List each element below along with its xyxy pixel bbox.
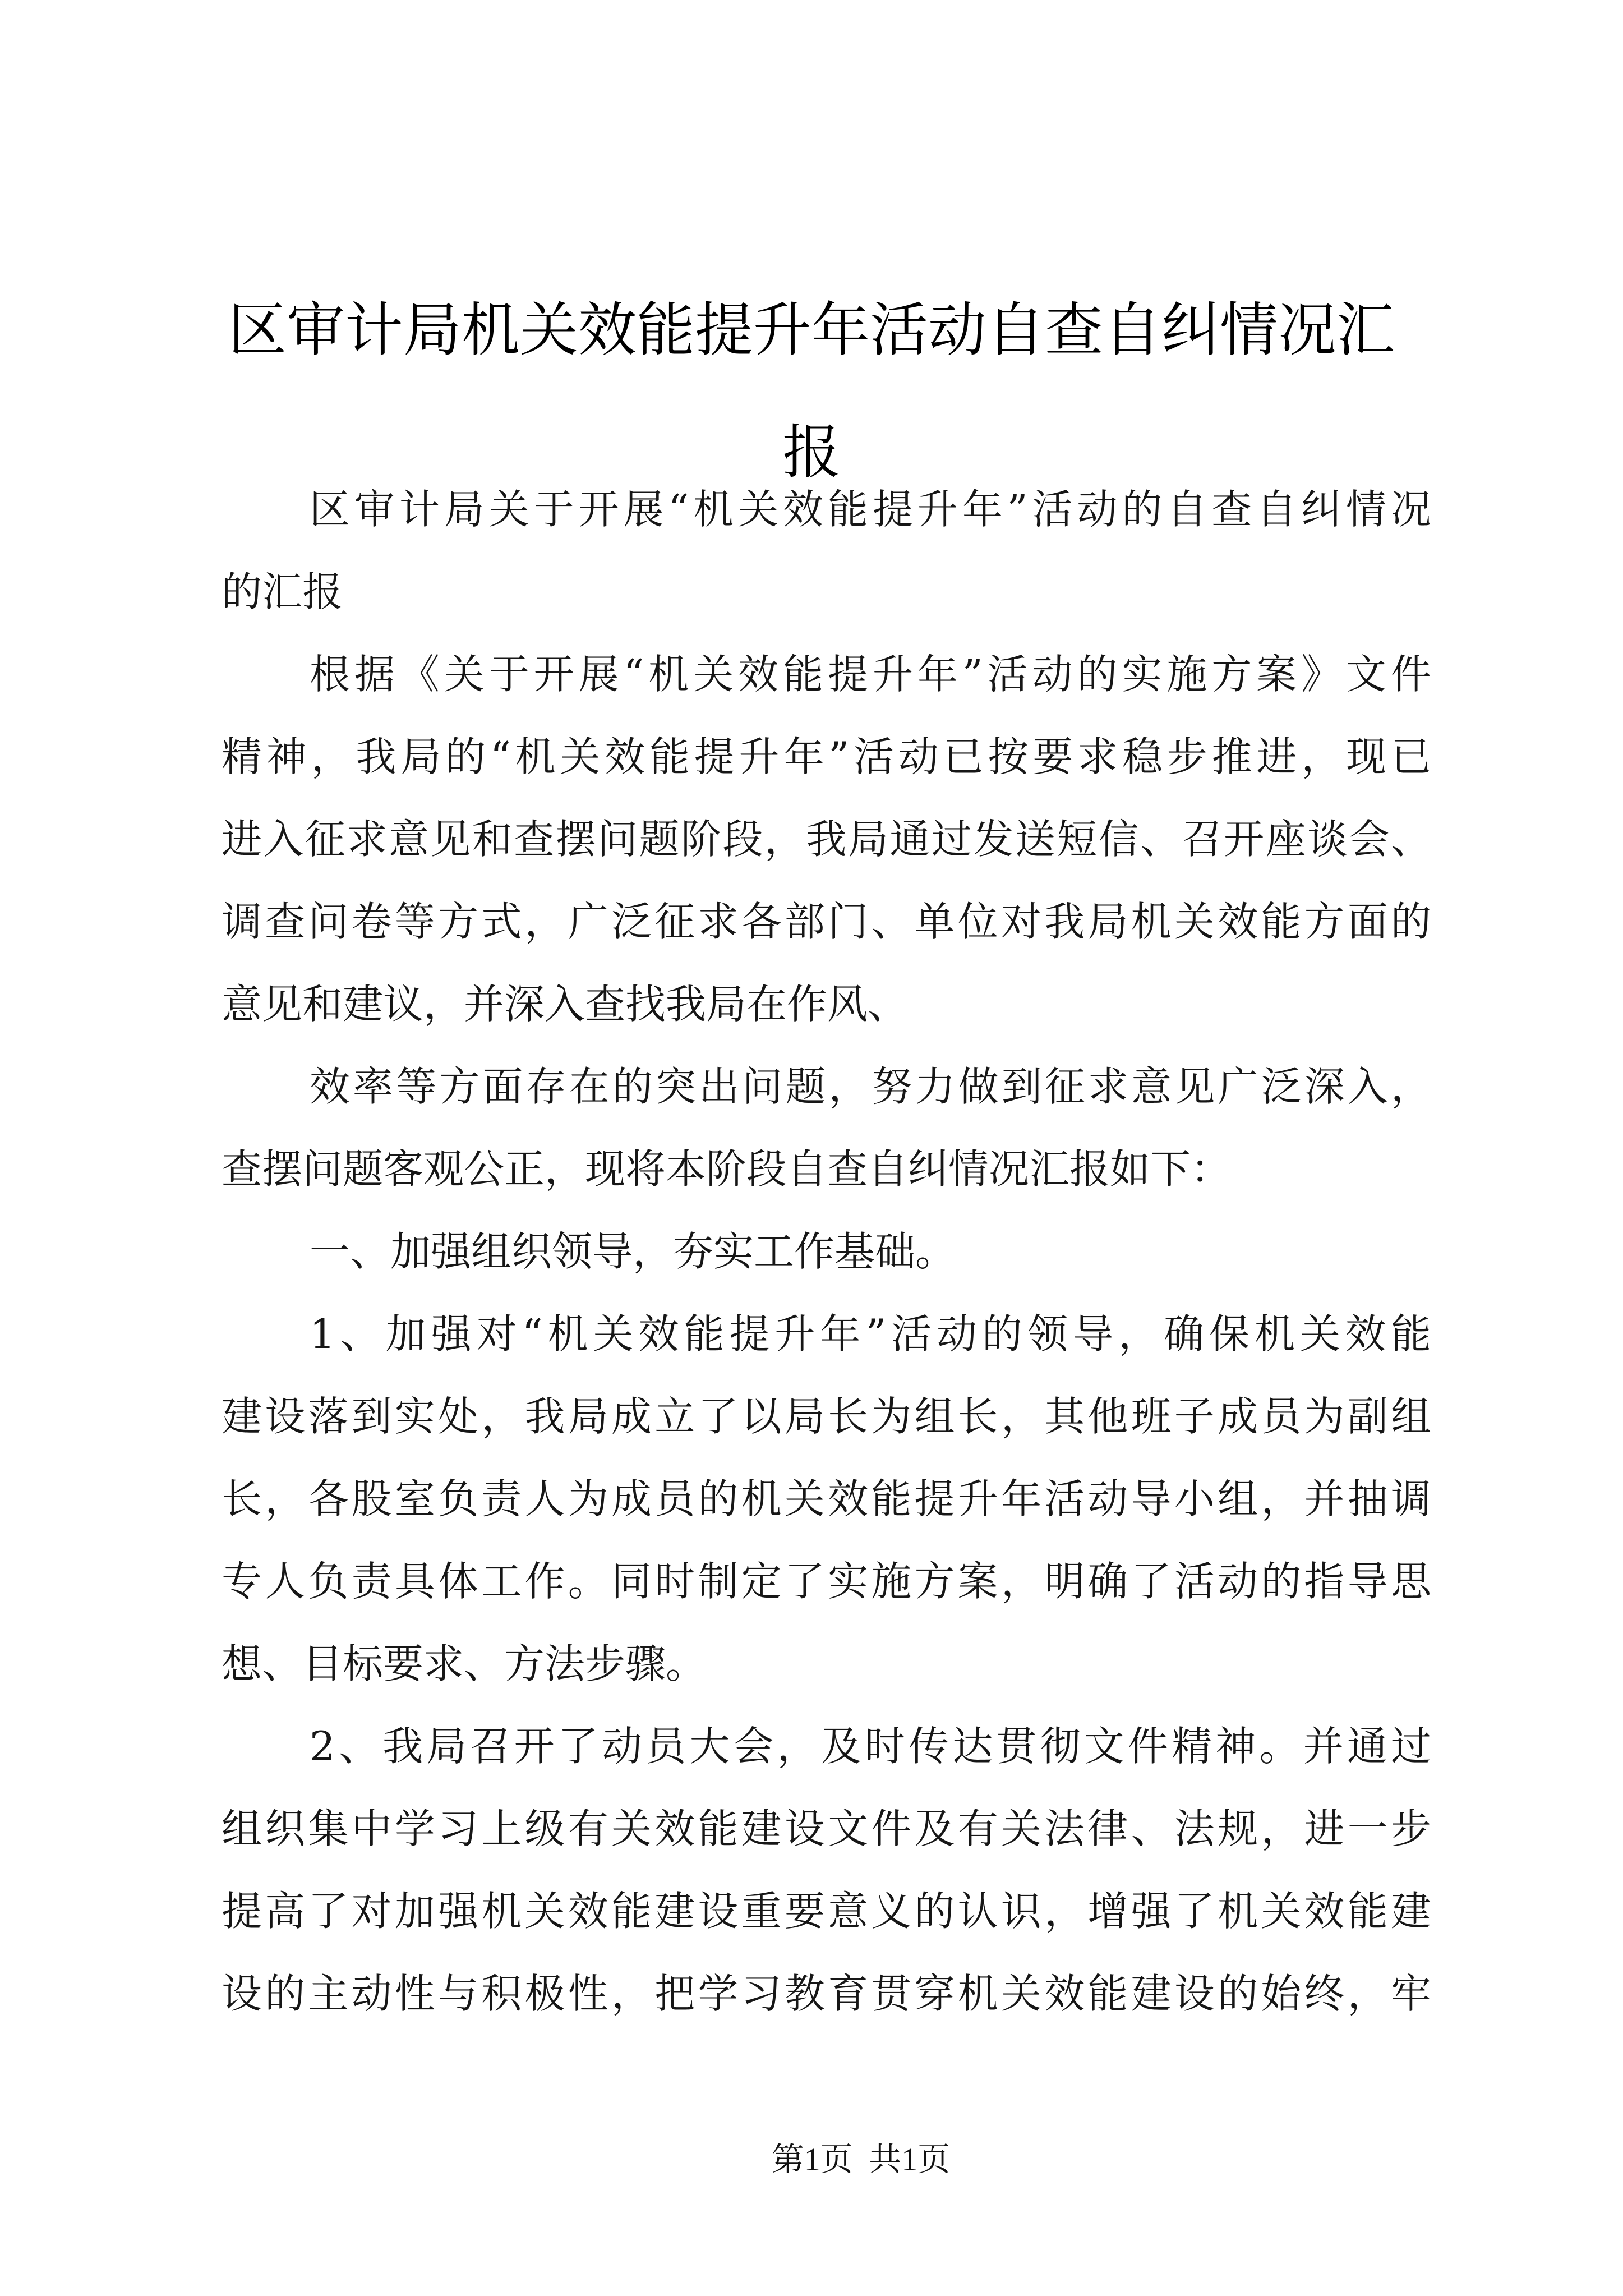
- paragraph: [222, 1705, 1431, 2035]
- paragraph: [222, 468, 1431, 633]
- paragraph-line: 意见和建议，并深入查找我局在作风、: [222, 981, 909, 1028]
- section-heading-line: 一、加强组织领导，夯实工作基础。: [310, 1228, 956, 1275]
- paragraph-line: 调查问卷等方式，广泛征求各部门、单位对我局机关效能方面的: [222, 898, 1431, 945]
- paragraph-line: 组织集中学习上级有关效能建设文件及有关法律、法规，进一步: [222, 1805, 1431, 1852]
- paragraph-line: 查摆问题客观公正，现将本阶段自查自纠情况汇报如下：: [222, 1145, 1232, 1193]
- paragraph-line: 想、目标要求、方法步骤。: [222, 1640, 707, 1687]
- paragraph-line: 进入征求意见和查摆问题阶段，我局通过发送短信、召开座谈会、: [222, 816, 1431, 863]
- paragraph-line: 建设落到实处，我局成立了以局长为组长，其他班子成员为副组: [222, 1393, 1431, 1440]
- paragraph: [222, 1046, 1431, 1211]
- paragraph-line: 1、加强对“机关效能提升年”活动的领导，确保机关效能: [310, 1310, 1431, 1358]
- page-number-footer: 第1页 共1页: [771, 2141, 951, 2178]
- paragraph-line: 专人负责具体工作。同时制定了实施方案，明确了活动的指导思: [222, 1558, 1431, 1605]
- document-body: [222, 468, 1431, 2035]
- paragraph-line: 提高了对加强机关效能建设重要意义的认识，增强了机关效能建: [222, 1888, 1431, 1935]
- paragraph-line: 设的主动性与积极性，把学习教育贯穿机关效能建设的始终，牢: [222, 1970, 1431, 2017]
- paragraph-line: 精神，我局的“机关效能提升年”活动已按要求稳步推进，现已: [222, 733, 1431, 780]
- paragraph-line: 根据《关于开展“机关效能提升年”活动的实施方案》文件: [310, 651, 1431, 698]
- section-heading: [222, 1211, 1431, 1293]
- document-title-line: 区审计局机关效能提升年活动自查自纠情况汇: [228, 295, 1395, 364]
- paragraph: [222, 633, 1431, 1046]
- document-title-line: 报: [782, 417, 841, 486]
- paragraph-line: 效率等方面存在的突出问题，努力做到征求意见广泛深入，: [310, 1063, 1431, 1110]
- paragraph: [222, 1293, 1431, 1705]
- paragraph-line: 长，各股室负责人为成员的机关效能提升年活动导小组，并抽调: [222, 1475, 1431, 1522]
- paragraph-line: 的汇报: [222, 568, 343, 615]
- paragraph-line: 区审计局关于开展“机关效能提升年”活动的自查自纠情况: [310, 486, 1431, 533]
- paragraph-line: 2、我局召开了动员大会，及时传达贯彻文件精神。并通过: [310, 1723, 1431, 1770]
